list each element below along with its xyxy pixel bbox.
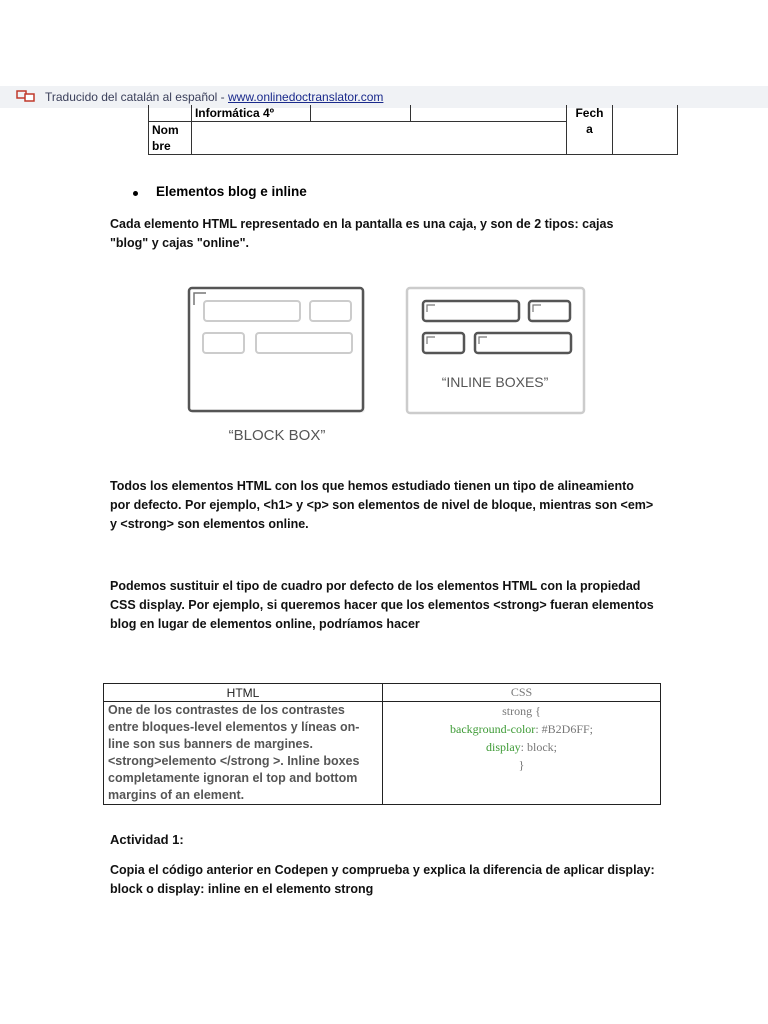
activity-text: Copia el código anterior en Codepen y comprueba y explica la diferencia de aplicar display: block o display: inline en el elemento strong	[110, 863, 655, 896]
css-val-background: : #B2D6FF;	[535, 722, 593, 736]
html-code-text: One de los contrastes de los contrastes entre bloques-level elementos y líneas on-line son sus banners de margines.<strong>elemento </strong >. Inline boxes completamente ignoran el top and bottom margins of an element.	[108, 703, 360, 802]
translator-text	[45, 90, 383, 104]
bullet-dot	[133, 191, 138, 196]
paragraph-display-property: Podemos sustituir el tipo de cuadro por defecto de los elementos HTML con la propiedad CSS display. Por ejemplo, si queremos hacer que los elementos <strong> fueran elementos blog en lugar de elementos online, podríamos hacer	[110, 579, 654, 631]
header-cell-empty	[149, 105, 192, 122]
inline-boxes-label: “INLINE BOXES”	[441, 374, 549, 390]
css-line-background	[387, 720, 656, 738]
date-label: Fech a	[575, 106, 604, 136]
header-cell-name-value	[191, 122, 566, 155]
box-diagram	[185, 283, 590, 448]
block-box-label: “BLOCK BOX”	[228, 427, 326, 444]
section-title: Elementos blog e inline	[156, 184, 307, 199]
inline-boxes-figure	[407, 288, 584, 413]
block-box-figure	[189, 288, 365, 413]
paragraph-default-alignment: Todos los elementos HTML con los que hemos estudiado tienen un tipo de alineamiento por defecto. Por ejemplo, <h1> y <p> son elementos de nivel de bloque, mientras son <em> y <strong> son elementos online.	[110, 479, 654, 531]
name-label: Nom bre	[152, 123, 179, 153]
css-line-selector: strong {	[502, 704, 541, 718]
header-cell-subject	[191, 105, 310, 122]
html-code-cell	[104, 702, 383, 805]
header-cell-date-value	[613, 105, 678, 155]
header-cell-name	[149, 122, 192, 155]
paragraph-boxes-intro: Cada elemento HTML representado en la pantalla es una caja, y son de 2 tipos: cajas "blog" y cajas "online".	[110, 217, 614, 250]
css-prop-background: background-color	[450, 722, 536, 736]
subject-label: Informática 4º	[194, 106, 275, 120]
header-cell-date	[566, 105, 613, 155]
css-line-close: }	[518, 758, 525, 772]
translate-icon	[16, 89, 36, 103]
css-code-cell	[383, 702, 661, 805]
code-table-css-header: CSS	[383, 684, 661, 702]
header-cell-empty-3	[410, 105, 566, 122]
header-cell-empty-2	[310, 105, 410, 122]
css-prop-display: display	[486, 740, 521, 754]
translator-prefix: Traducido del catalán al español -	[45, 90, 228, 104]
translator-link[interactable]: www.onlinedoctranslator.com	[228, 90, 384, 104]
code-table	[103, 683, 661, 805]
header-table	[148, 105, 678, 155]
css-val-display: : block;	[520, 740, 557, 754]
code-table-html-header: HTML	[104, 684, 383, 702]
css-line-display	[387, 738, 656, 756]
activity-title: Actividad 1:	[110, 832, 184, 847]
